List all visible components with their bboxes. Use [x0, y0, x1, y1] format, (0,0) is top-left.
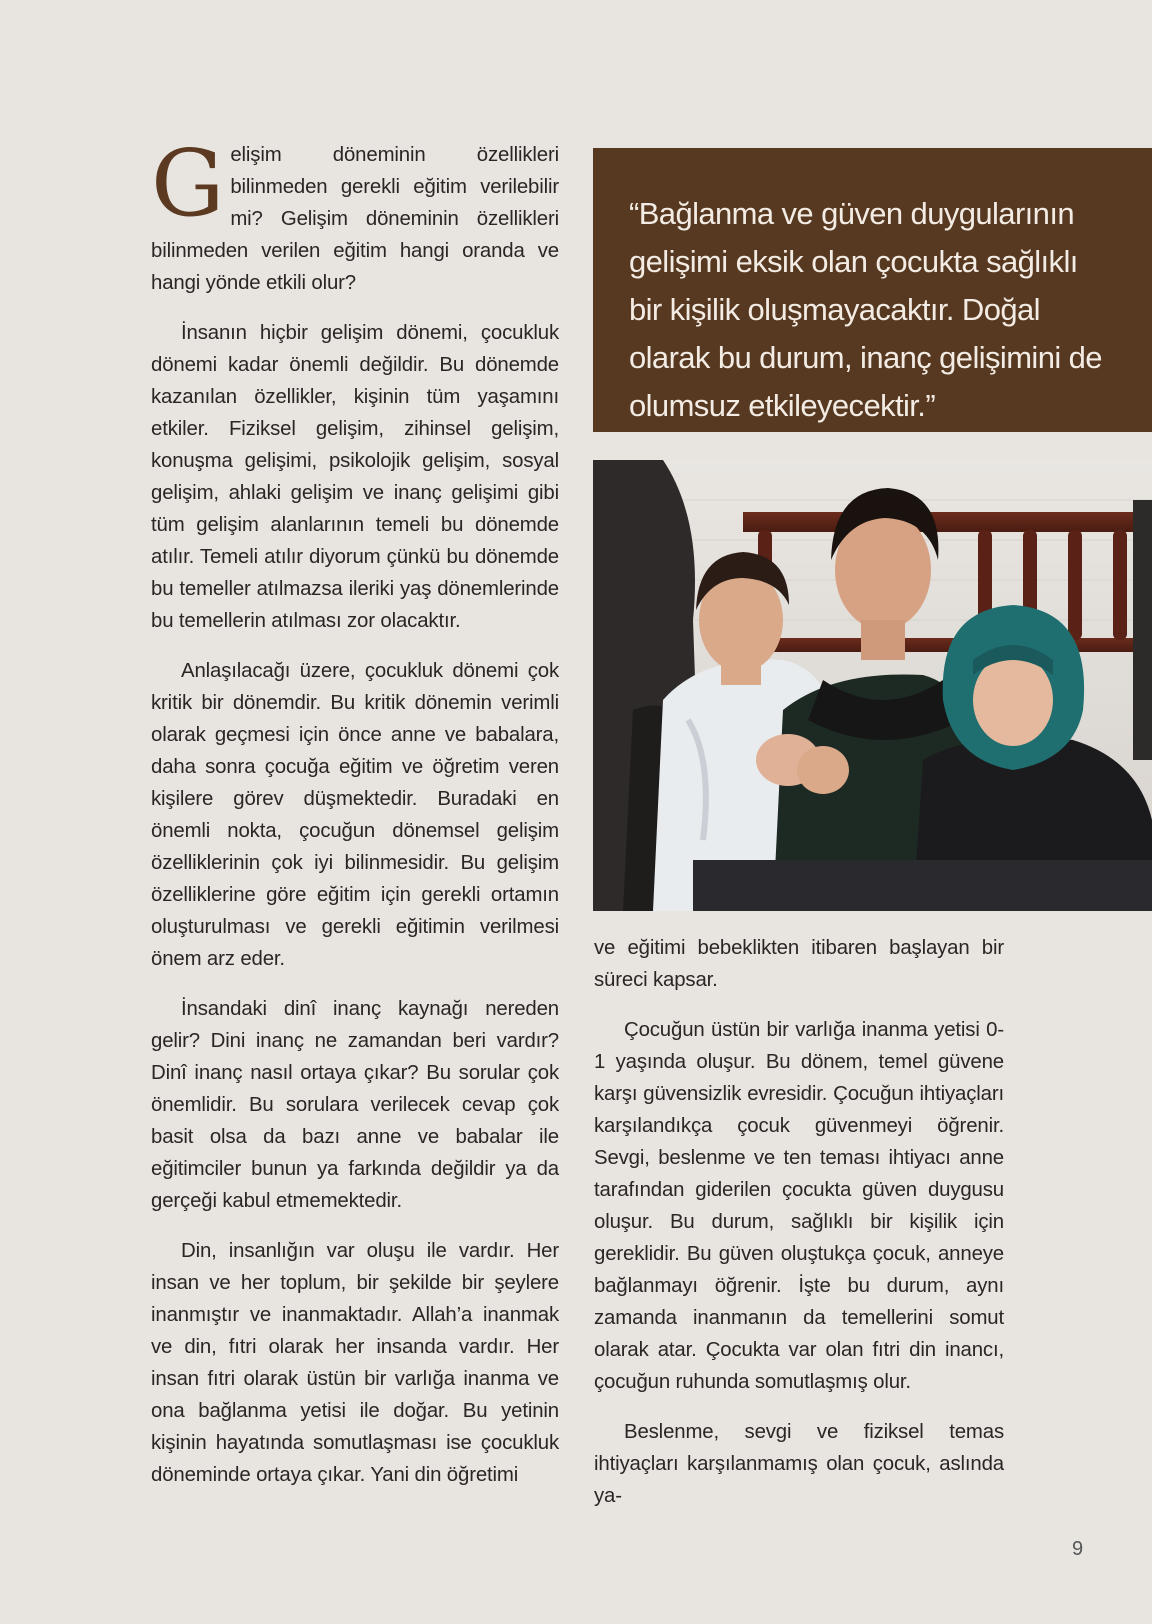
paragraph: İnsanın hiçbir gelişim dönemi, çocukluk dönemi kadar önemli değildir. Bu dönemde kazanılan özellikler, kişinin tüm yaşamını etkiler. Fiziksel gelişim, zihinsel gelişim, konuşma gelişimi, psikolojik gelişim, sosyal gelişim, ahlaki gelişim ve inanç gelişimi gibi tüm gelişim alanlarının temeli bu dönemde atılır. Temeli atılır diyorum çünkü bu dönemde bu temeller atılmazsa ileriki yaş dönemlerinde bu temellerin atılması zor olacaktır.: [151, 322, 559, 632]
intro-text: elişim döneminin özellikleri bilinmeden gerekli eğitim verilebilir mi? Gelişim döneminin özellikleri bilinmeden verilen eğitim hangi oranda ve hangi yönde etkili olur?: [151, 144, 559, 294]
pull-quote-text: “Bağlanma ve güven duygularının gelişimi eksik olan çocukta sağlıklı bir kişilik oluşmayacaktır. Doğal olarak bu durum, inanç gelişimini de olumsuz etkileyecektir.”: [629, 196, 1102, 423]
pull-quote-box: [593, 148, 1152, 432]
children-photo: [593, 460, 1152, 911]
intro-paragraph: [151, 130, 559, 299]
paragraph: Çocuğun üstün bir varlığa inanma yetisi 0-1 yaşında oluşur. Bu dönem, temel güvene karşı güvensizlik evresidir. Çocuğun ihtiyaçları karşılandıkça çocuk güvenmeyi öğrenir. Sevgi, beslenme ve ten teması ihtiyacı anne tarafından giderilen çocukta güven duygusu oluşur. Bu durum, sağlıklı bir kişilik için gereklidir. Bu güven oluştukça çocuk, anneye bağlanmayı öğrenir. İşte bu durum, aynı zamanda inanmanın da temellerini somut olarak atar. Çocukta var olan fıtri din inancı, çocuğun ruhunda somutlaşmış olur.: [594, 1019, 1004, 1393]
left-text-column: [151, 130, 559, 1509]
paragraph: ve eğitimi bebeklikten itibaren başlayan bir süreci kapsar.: [594, 937, 1004, 991]
right-text-column: [594, 932, 1004, 1530]
paragraph: İnsandaki dinî inanç kaynağı nereden gelir? Dini inanç ne zamandan beri vardır? Dinî inanç nasıl ortaya çıkar? Bu sorular çok önemlidir. Bu sorulara verilecek cevap çok basit olsa da bazı anne ve babalar ile eğitimciler bunun ya farkında değildir ya da gerçeği kabul etmemektedir.: [151, 998, 559, 1212]
paragraph: Anlaşılacağı üzere, çocukluk dönemi çok kritik bir dönemdir. Bu kritik dönemin verimli olarak geçmesi için önce anne ve babalara, daha sonra çocuğa eğitim ve öğretim veren kişilere görev düşmektedir. Buradaki en önemli nokta, çocuğun dönemsel gelişim özelliklerinin çok iyi bilinmesidir. Bu gelişim özelliklerine göre eğitim için gerekli ortamın oluşturulması ve gerekli eğitimin verilmesi önem arz eder.: [151, 660, 559, 970]
paragraph: Din, insanlığın var oluşu ile vardır. Her insan ve her toplum, bir şekilde bir şeylere inanmıştır ve inanmaktadır. Allah’a inanmak ve din, fıtri olarak her insanda vardır. Her insan fıtri olarak üstün bir varlığa inanma ve ona bağlanma yetisi ile doğar. Bu yetinin kişinin hayatında somutlaşması ise çocukluk döneminde ortaya çıkar. Yani din öğretimi: [151, 1240, 559, 1486]
page-number: 9: [1072, 1538, 1084, 1560]
drop-cap: G: [151, 130, 225, 237]
paragraph: Beslenme, sevgi ve fiziksel temas ihtiyaçları karşılanmamış olan çocuk, aslında ya-: [594, 1421, 1004, 1507]
